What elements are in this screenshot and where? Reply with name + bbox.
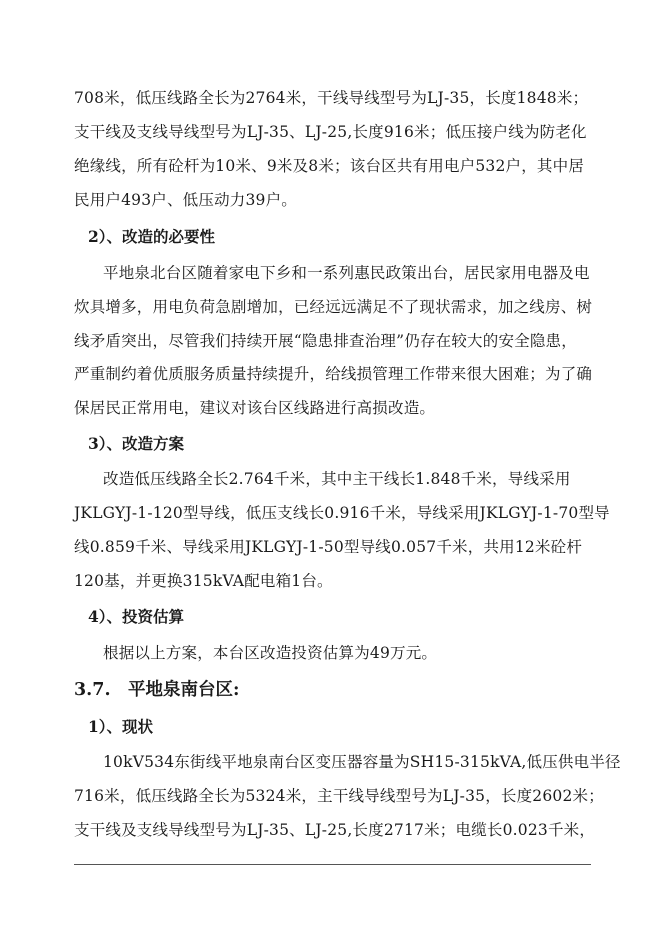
paragraph-line: 改造低压线路全长2.764千米，其中主干线长1.848千米，导线采用 bbox=[103, 470, 571, 488]
paragraph-line: 线0.859千米、导线采用JKLGYJ-1-50型导线0.057千米，共用12米砼杆 bbox=[74, 538, 583, 556]
paragraph-line: 120基，并更换315kVA配电箱1台。 bbox=[74, 572, 333, 590]
paragraph-line: 保居民正常用电，建议对该台区线路进行高损改造。 bbox=[74, 399, 436, 417]
section-heading-investment: 4）、投资估算 bbox=[88, 607, 185, 626]
paragraph-line: 炊具增多，用电负荷急剧增加，已经远远满足不了现状需求，加之线房、树 bbox=[74, 298, 593, 316]
paragraph-line: 10kV534东街线平地泉南台区变压器容量为SH15-315kVA,低压供电半径 bbox=[103, 753, 621, 771]
chapter-heading-pingdiquan-south: 3.7. 平地泉南台区: bbox=[74, 680, 240, 700]
section-heading-necessity: 2）、改造的必要性 bbox=[88, 227, 216, 246]
footer-divider bbox=[74, 864, 591, 865]
paragraph-line: 线矛盾突出，尽管我们持续开展“隐患排查治理”仍存在较大的安全隐患， bbox=[74, 332, 577, 350]
section-heading-status: 1）、现状 bbox=[88, 717, 154, 736]
paragraph-line: 716米，低压线路全长为5324米，主干线导线型号为LJ-35，长度2602米； bbox=[74, 787, 604, 805]
paragraph-line: 根据以上方案，本台区改造投资估算为49万元。 bbox=[103, 644, 438, 662]
paragraph-line: 民用户493户、低压动力39户。 bbox=[74, 191, 298, 209]
section-heading-plan: 3）、改造方案 bbox=[88, 434, 185, 453]
paragraph-line: 708米，低压线路全长为2764米，干线导线型号为LJ-35，长度1848米； bbox=[74, 89, 589, 107]
paragraph-line: 支干线及支线导线型号为LJ-35、LJ-25,长度916米；低压接户线为防老化 bbox=[74, 123, 587, 141]
paragraph-line: 平地泉北台区随着家电下乡和一系列惠民政策出台，居民家用电器及电 bbox=[103, 264, 590, 282]
paragraph-line: 支干线及支线导线型号为LJ-35、LJ-25,长度2717米；电缆长0.023千米， bbox=[74, 821, 596, 839]
paragraph-line: JKLGYJ-1-120型导线，低压支线长0.916千米，导线采用JKLGYJ-1-70型导 bbox=[74, 504, 610, 522]
paragraph-line: 严重制约着优质服务质量持续提升，给线损管理工作带来很大困难；为了确 bbox=[74, 365, 593, 383]
paragraph-line: 绝缘线，所有砼杆为10米、9米及8米；该台区共有用电户532户，其中居 bbox=[74, 157, 585, 175]
